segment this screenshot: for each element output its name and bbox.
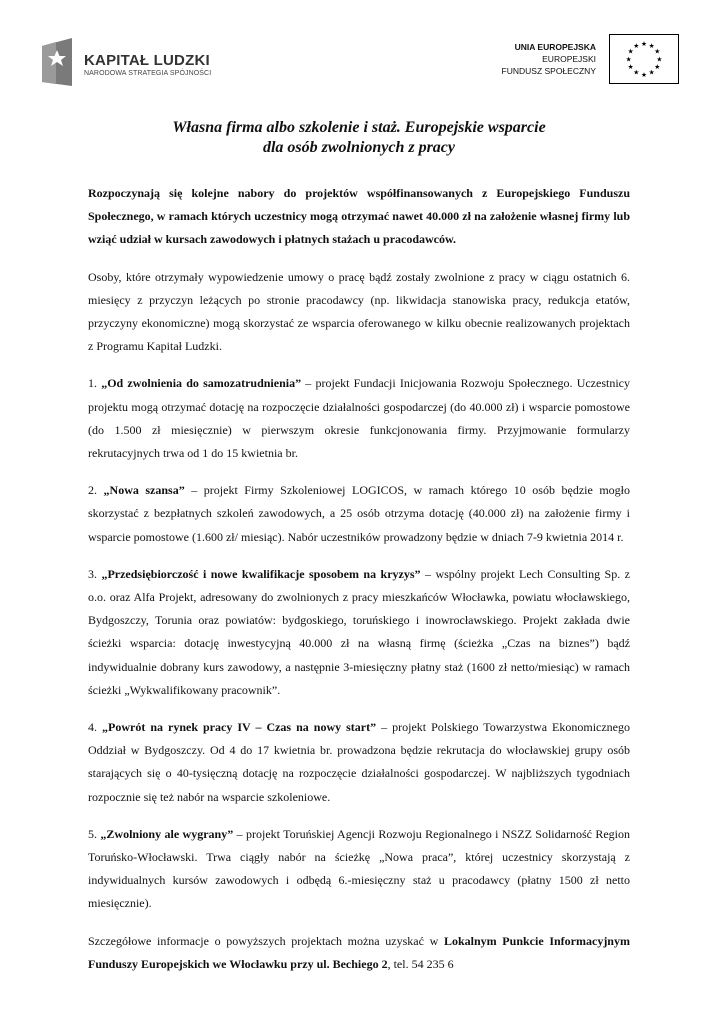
project-description: – wspólny projekt Lech Consulting Sp. z o.o. oraz Alfa Projekt, adresowany do zwolnionych z pracy mieszkańców Włocławka, powiatu włocławskiego, Bydgoszczy, Torunia oraz powiatów: bydgoskiego, toruńskiego i inowrocławskiego. Projekt zakłada dwie ścieżki wsparcia: dotację inwestycyjną 40.000 zł na własną firmę (ścieżka „Czas na biznes”) bądź indywidualnie dobrany kurs zawodowy, a następnie 3-miesięczny płatny staż (1600 zł netto/miesiąc) w ramach ścieżki „Wykwalifikowany pracownik”. <box>88 566 631 697</box>
document-title <box>88 118 630 158</box>
info-point-name: Lokalnym Punkcie Informacyjnym Funduszy Europejskich we Włocławku przy ul. Bechiego 2 <box>88 933 630 971</box>
closing-paragraph <box>88 930 630 976</box>
kapital-ludzki-subtitle: NARODOWA STRATEGIA SPÓJNOŚCI <box>84 70 212 77</box>
project-name: „Zwolniony ale wygrany” <box>100 826 234 841</box>
item-number: 1. <box>88 376 102 391</box>
eu-union-label: UNIA EUROPEJSKA <box>514 42 596 52</box>
item-number: 2. <box>88 483 104 498</box>
title-line-2: dla osób zwolnionych z pracy <box>262 139 455 156</box>
project-item-4 <box>88 716 630 809</box>
eu-star-icon: ★ <box>640 70 648 79</box>
eu-star-icon: ★ <box>648 42 655 51</box>
closing-text: Szczegółowe informacje o powyższych projektach można uzyskać w <box>88 933 444 948</box>
project-name: „Nowa szansa” <box>103 483 185 498</box>
eu-star-icon: ★ <box>648 68 655 77</box>
project-item-1 <box>88 372 630 465</box>
project-name: „Od zwolnienia do samozatrudnienia” <box>101 376 302 391</box>
title-line-1: Własna firma albo szkolenie i staż. Europejskie wsparcie <box>172 119 546 136</box>
project-item-3 <box>88 563 630 702</box>
eu-star-icon: ★ <box>654 47 661 56</box>
page-header <box>0 0 724 110</box>
document-body <box>88 118 630 990</box>
eu-star-icon: ★ <box>627 47 634 56</box>
project-description: – projekt Polskiego Towarzystwa Ekonomicznego Oddział w Bydgoszczy. Od 4 do 17 kwietnia br. prowadzona będzie rekrutacja do włocławskiej grupy osób starających się o 40-tysięczną dotację na rozpoczęcie działalności gospodarczej. W najbliższych tygodniach rozpocznie się też nabór na wsparcie szkoleniowe. <box>88 720 630 804</box>
item-number: 5. <box>88 826 101 841</box>
intro-paragraph: Osoby, które otrzymały wypowiedzenie umowy o pracę bądź zostały zwolnione z pracy w ciągu ostatnich 6. miesięcy z przyczyn leżących po stronie pracodawcy (np. likwidacja stanowiska pracy, redukcja etatów, przyczyny ekonomiczne) mogą skorzystać ze wsparcia oferowanego w kilku obecnie realizowanych projektach z Programu Kapitał Ludzki. <box>88 269 630 354</box>
eu-star-icon: ★ <box>654 63 661 72</box>
lead-paragraph: Rozpoczynają się kolejne nabory do projektów współfinansowanych z Europejskiego Funduszu Społecznego, w ramach których uczestnicy mogą otrzymać nawet 40.000 zł na założenie własnej firmy lub wziąć udział w kursach zawodowych i płatnych stażach u pracodawców. <box>88 186 630 247</box>
eu-flag-icon <box>609 34 679 84</box>
kapital-ludzki-title: KAPITAŁ LUDZKI <box>84 52 210 69</box>
project-description: – projekt Fundacji Inicjowania Rozwoju Społecznego. Uczestnicy projektu mogą otrzymać dotację na rozpoczęcie działalności gospodarczej (do 40.000 zł) i wsparcie pomostowe (do 1.500 zł miesięcznie) w pierwszym okresie funkcjonowania firmy. Przyjmowanie formularzy rekrutacyjnych trwa od 1 do 15 kwietnia br. <box>88 376 630 461</box>
kapital-ludzki-logo <box>40 36 240 92</box>
eu-star-icon: ★ <box>633 42 640 51</box>
closing-phone: , tel. 54 235 6 <box>387 956 454 971</box>
eu-star-icon: ★ <box>633 68 640 77</box>
eu-fund-label-1: EUROPEJSKI <box>542 54 596 64</box>
eu-star-icon: ★ <box>640 40 648 49</box>
project-item-5 <box>88 823 630 916</box>
eu-star-icon: ★ <box>627 63 634 72</box>
eu-star-icon: ★ <box>656 55 663 64</box>
item-number: 4. <box>88 720 102 735</box>
project-name: „Przedsiębiorczość i nowe kwalifikacje sposobem na kryzys” <box>101 566 421 581</box>
eu-fund-label-2: FUNDUSZ SPOŁECZNY <box>501 66 596 76</box>
eu-logo-text <box>502 41 596 77</box>
kapital-ludzki-star-icon <box>40 36 74 88</box>
eu-star-icon: ★ <box>625 55 632 64</box>
project-name: „Powrót na rynek pracy IV – Czas na nowy start” <box>102 720 377 735</box>
project-item-2 <box>88 479 630 549</box>
project-description: – projekt Firmy Szkoleniowej LOGICOS, w ramach którego 10 osób będzie mogło skorzystać z bezpłatnych szkoleń zawodowych, a 25 osób otrzyma dotację (40.000 zł) na założenie firmy i wsparcie pomostowe (1.600 zł/ miesiąc). Nabór uczestników prowadzony będzie w dniach 7-9 kwietnia 2014 r. <box>88 483 631 544</box>
item-number: 3. <box>88 566 102 581</box>
project-description: – projekt Toruńskiej Agencji Rozwoju Regionalnego i NSZZ Solidarność Region Toruńsko-Włocławski. Trwa ciągły nabór na ścieżkę „Nowa praca”, której uczestnicy skorzystają z indywidualnych kursów zawodowych i odbędą 6.-miesięczny staż u pracodawcy (płatny 1500 zł netto miesięcznie). <box>88 826 631 911</box>
